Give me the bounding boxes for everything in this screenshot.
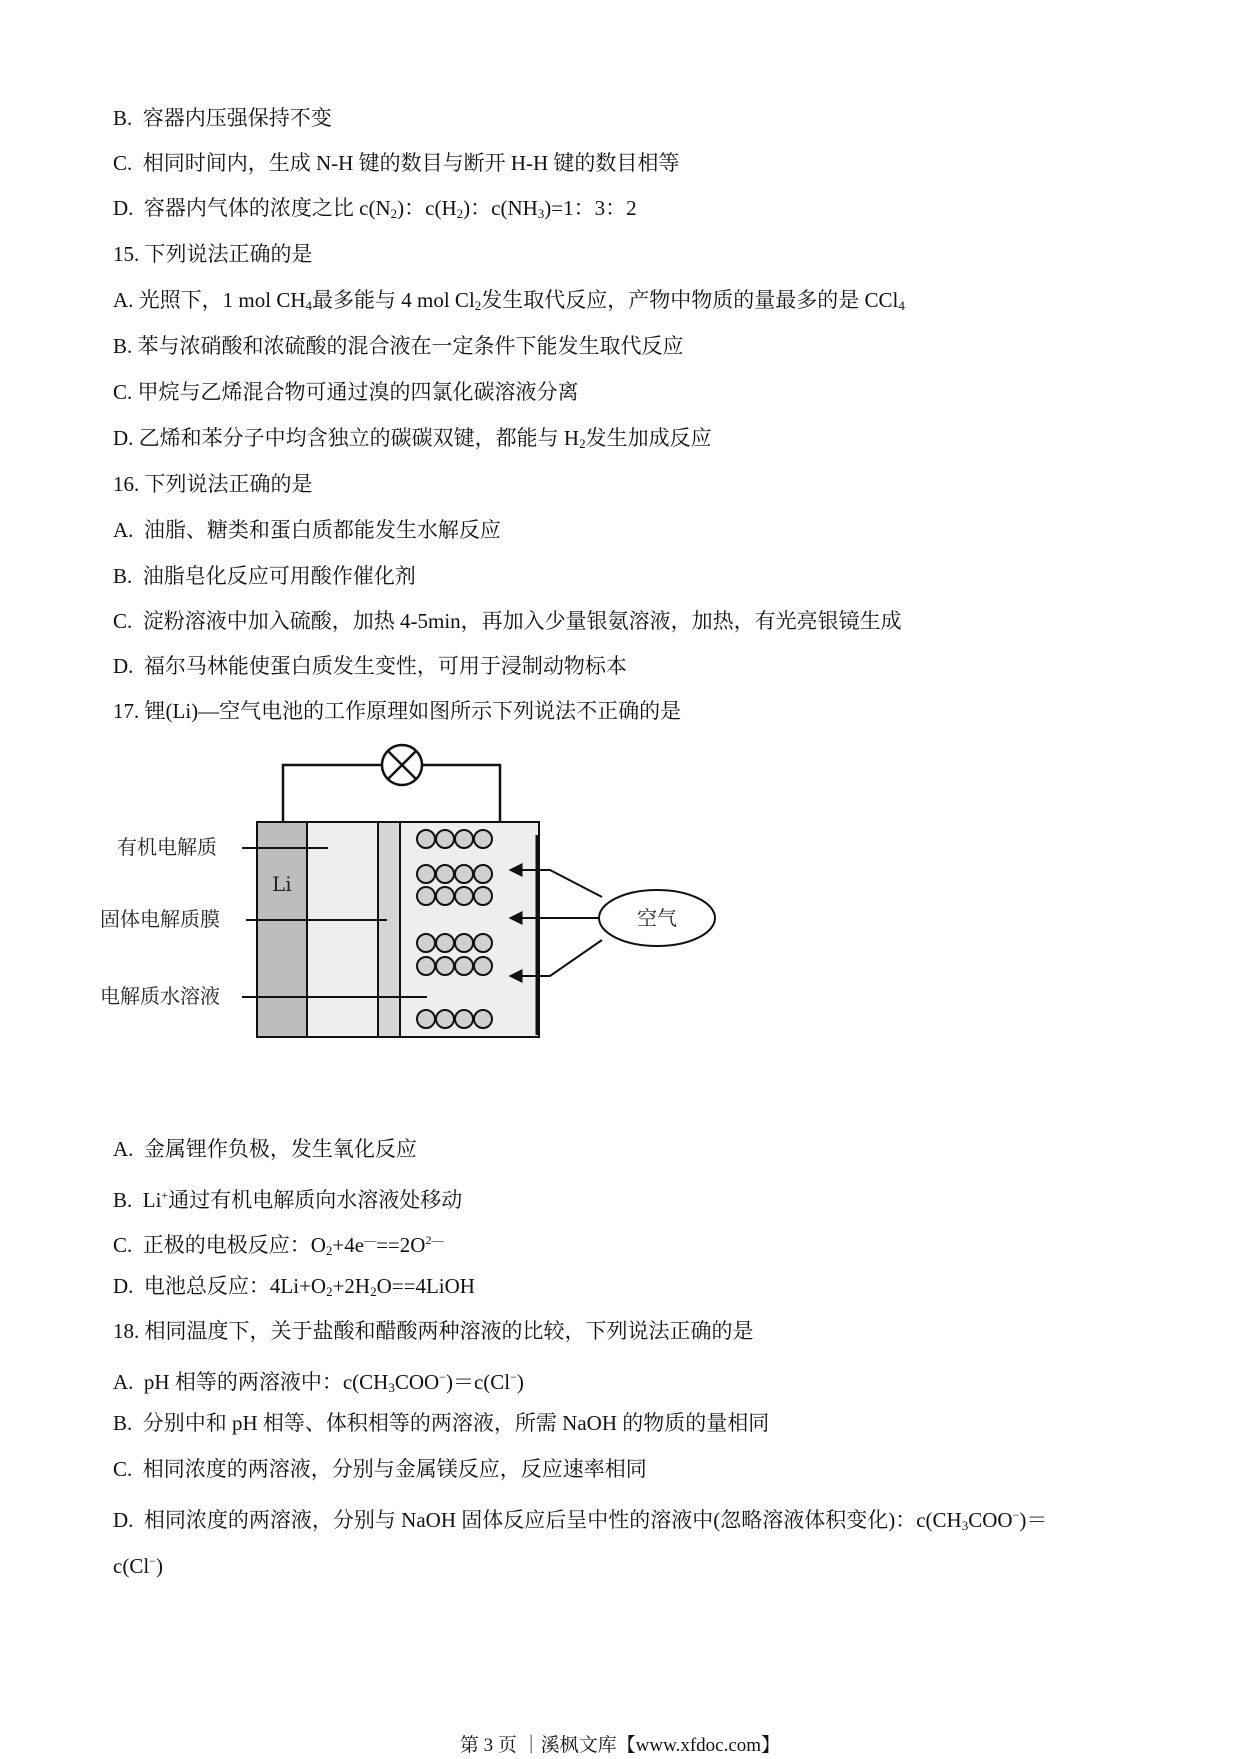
q18-stem: 18. 相同温度下，关于盐酸和醋酸两种溶液的比较，下列说法正确的是 xyxy=(113,1319,754,1343)
q18-option-c: C. 相同浓度的两溶液，分别与金属镁反应，反应速率相同 xyxy=(113,1457,647,1481)
catalyst-particle xyxy=(417,865,435,883)
q17-option-c: C. 正极的电极反应：$O_2+4e^—==2O^{2—}$ xyxy=(113,1233,444,1258)
lithium-electrode xyxy=(257,822,307,1037)
solid-electrolyte-membrane xyxy=(378,822,400,1037)
q17-option-a: A. 金属锂作负极，发生氧化反应 xyxy=(113,1137,417,1161)
page-footer: 第 3 页 ｜溪枫文库【www.xfdoc.com】 xyxy=(459,1735,781,1756)
q15-option-b: B. 苯与浓硝酸和浓硫酸的混合液在一定条件下能发生取代反应 xyxy=(113,334,684,358)
q14-option-c: C. 相同时间内，生成 N-H 键的数目与断开 H-H 键的数目相等 xyxy=(113,151,680,175)
q15-option-d: D. 乙烯和苯分子中均含独立的碳碳双键，都能与 $H_2$发生加成反应 xyxy=(113,426,712,451)
catalyst-particle xyxy=(455,865,473,883)
label-li: Li xyxy=(272,872,292,896)
catalyst-particle xyxy=(455,934,473,952)
circuit-wire-left xyxy=(283,765,382,821)
catalyst-particle xyxy=(436,830,454,848)
q15-option-a: A. 光照下，1 mol $CH_4$最多能与 4 mol $Cl_2$发生取代反应，产物中物质的量最多的是 CCl$_4$ xyxy=(113,288,905,313)
catalyst-particle xyxy=(417,934,435,952)
label-aqueous-electrolyte: 电解质水溶液 xyxy=(100,984,220,1008)
catalyst-particle xyxy=(455,830,473,848)
label-solid-membrane: 固体电解质膜 xyxy=(100,907,220,931)
catalyst-particle xyxy=(436,887,454,905)
catalyst-particle xyxy=(436,865,454,883)
catalyst-particle xyxy=(436,934,454,952)
q18-option-a: A. pH 相等的两溶液中：$c(CH_3COO^-)=c(Cl^-)$ xyxy=(113,1370,524,1395)
q17-stem: 17. 锂(Li)—空气电池的工作原理如图所示下列说法不正确的是 xyxy=(113,699,682,723)
catalyst-particle xyxy=(474,957,492,975)
q18-option-d-continued: c(Cl−) xyxy=(113,1554,163,1578)
q15-option-c: C. 甲烷与乙烯混合物可通过溴的四氯化碳溶液分离 xyxy=(113,380,579,404)
catalyst-particle xyxy=(474,934,492,952)
label-air: 空气 xyxy=(637,906,677,930)
q17-option-d: D. 电池总反应：$4Li+O_2+2H_2O==4LiOH$ xyxy=(113,1274,475,1299)
catalyst-particle xyxy=(455,887,473,905)
q16-option-a: A. 油脂、糖类和蛋白质都能发生水解反应 xyxy=(113,518,501,542)
catalyst-particle xyxy=(474,1010,492,1028)
catalyst-particle xyxy=(417,830,435,848)
q17-option-b: B. Li+通过有机电解质向水溶液处移动 xyxy=(113,1188,463,1212)
q14-option-b: B. 容器内压强保持不变 xyxy=(113,106,332,130)
circuit-wire-right xyxy=(422,765,500,821)
q16-option-c: C. 淀粉溶液中加入硫酸，加热 4-5min，再加入少量银氨溶液，加热，有光亮银镜生成 xyxy=(113,609,902,633)
catalyst-particle xyxy=(436,957,454,975)
catalyst-particle xyxy=(455,1010,473,1028)
catalyst-particle xyxy=(436,1010,454,1028)
q16-option-d: D. 福尔马林能使蛋白质发生变性，可用于浸制动物标本 xyxy=(113,654,627,678)
catalyst-particle xyxy=(474,830,492,848)
q16-option-b: B. 油脂皂化反应可用酸作催化剂 xyxy=(113,564,416,588)
catalyst-particle xyxy=(474,887,492,905)
catalyst-particle xyxy=(474,865,492,883)
catalyst-particle xyxy=(417,1010,435,1028)
q15-stem: 15. 下列说法正确的是 xyxy=(113,242,313,266)
catalyst-particle xyxy=(455,957,473,975)
lamp-icon xyxy=(382,745,422,785)
catalyst-particle xyxy=(417,957,435,975)
q16-stem: 16. 下列说法正确的是 xyxy=(113,472,313,496)
q14-option-d: D. 容器内气体的浓度之比 $c(N_2)$：$c(H_2)$：$c(NH_3)=1$：3：2 xyxy=(113,196,637,221)
battery-diagram xyxy=(100,735,720,1055)
q18-option-b: B. 分别中和 pH 相等、体积相等的两溶液，所需 NaOH 的物质的量相同 xyxy=(113,1411,770,1435)
catalyst-particle xyxy=(417,887,435,905)
label-organic-electrolyte: 有机电解质 xyxy=(117,835,217,859)
q18-option-d: D. 相同浓度的两溶液，分别与 NaOH 固体反应后呈中性的溶液中(忽略溶液体积变化)：$c(CH_3COO^-)=$ xyxy=(113,1508,1048,1533)
